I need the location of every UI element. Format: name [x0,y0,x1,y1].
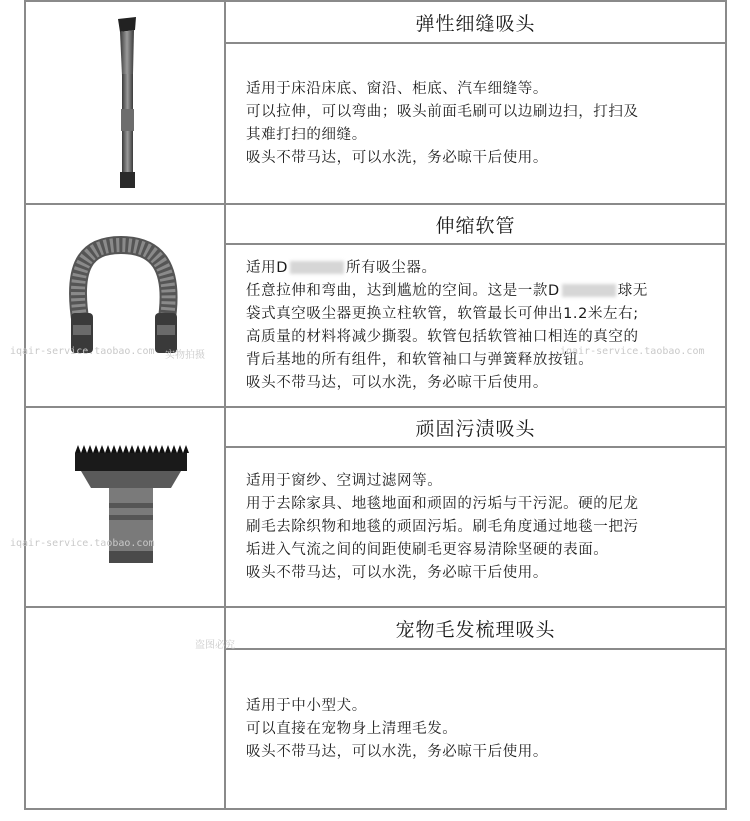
desc-line: 适用D 所有吸尘器。 [246,259,437,276]
watermark: iqair-service.taobao.com [560,346,705,357]
desc-line: 高质量的材料将减少撕裂。软管包括软管袖口相连的真空的 [246,328,639,345]
desc-line: 袋式真空吸尘器更换立柱软管，软管最长可伸出1.2米左右; [246,305,639,322]
product-row-hose [26,205,725,408]
stiff-bristle-brush-icon [71,443,191,573]
watermark: 实物拍摄 [165,350,205,361]
desc-line: 可以直接在宠物身上清理毛发。 [246,720,458,737]
desc-line: 任意拉伸和弯曲，达到尴尬的空间。这是一款D 球无 [246,282,648,299]
desc-line: 适用于窗纱、空调过滤网等。 [246,472,443,489]
crevice-tool-icon [106,14,146,194]
product-title: 伸缩软管 [226,205,725,245]
redacted-brand [290,261,344,274]
product-title: 顽固污渍吸头 [226,408,725,448]
product-image-cell [26,408,226,606]
desc-line: 吸头不带马达，可以水洗，务必晾干后使用。 [246,564,548,581]
desc-line: 适用于床沿床底、窗沿、柜底、汽车细缝等。 [246,80,548,97]
product-description [226,650,725,808]
watermark: iqair-service.taobao.com [10,538,155,549]
desc-line: 适用于中小型犬。 [246,697,367,714]
desc-line: 吸头不带马达，可以水洗，务必晾干后使用。 [246,743,548,760]
product-table [24,0,727,810]
product-description [226,448,725,606]
desc-line: 用于去除家具、地毯地面和顽固的污垢与干污泥。硬的尼龙 [246,495,639,512]
product-description [226,245,725,406]
product-title: 宠物毛发梳理吸头 [226,608,725,650]
desc-line: 垢进入气流之间的间距使刷毛更容易清除坚硬的表面。 [246,541,609,558]
product-row-crevice [26,0,725,205]
product-image-cell [26,205,226,406]
desc-line: 吸头不带马达，可以水洗，务必晾干后使用。 [246,374,548,391]
desc-line: 刷毛去除织物和地毯的顽固污垢。刷毛角度通过地毯一把污 [246,518,639,535]
desc-line: 吸头不带马达，可以水洗，务必晾干后使用。 [246,149,548,166]
product-row-brush [26,408,725,608]
desc-line: 可以拉伸，可以弯曲；吸头前面毛刷可以边刷边扫，打扫及 [246,103,639,120]
product-description [226,44,725,203]
watermark: 盗图必究 [195,640,235,651]
product-image-cell [26,2,226,203]
watermark: iqair-service.taobao.com [10,346,155,357]
redacted-brand [562,284,616,297]
desc-line: 背后基地的所有组件，和软管袖口与弹簧释放按钮。 [246,351,594,368]
desc-line: 其难打扫的细缝。 [246,126,367,143]
product-row-pet [26,608,725,810]
product-title: 弹性细缝吸头 [226,2,725,44]
